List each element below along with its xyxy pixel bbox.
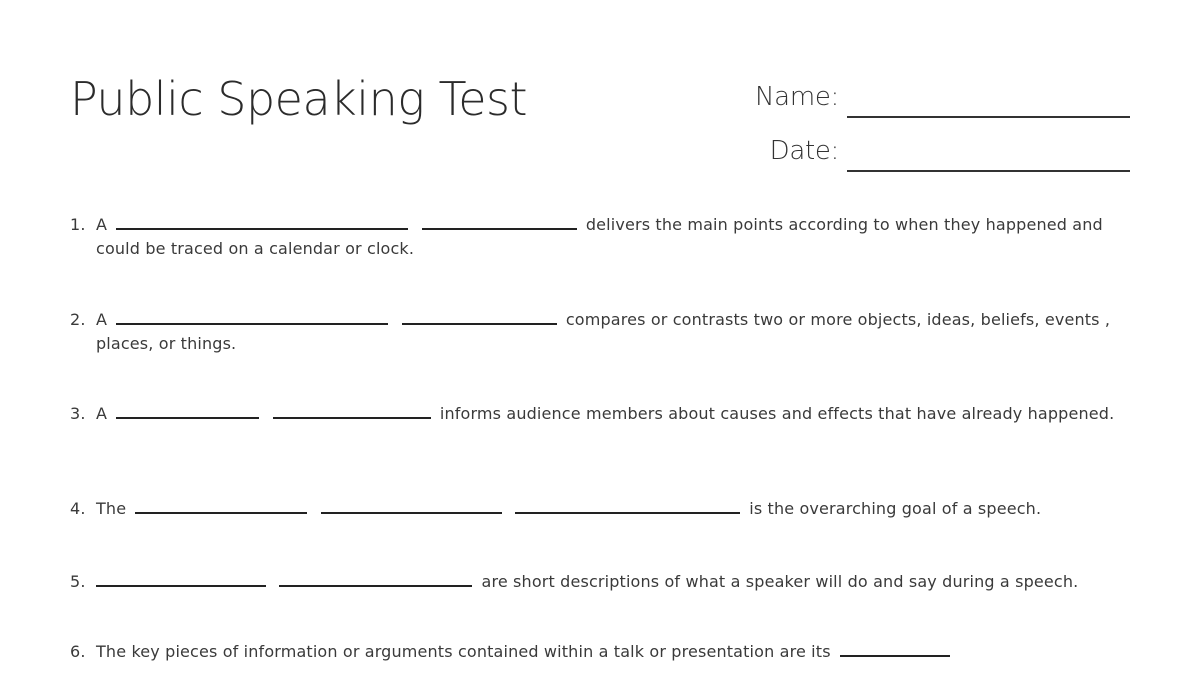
question-number: 3. (70, 404, 86, 423)
question-6 (70, 640, 1135, 664)
question-5 (70, 570, 1135, 594)
question-number: 6. (70, 642, 86, 661)
question-text-after: delivers the main points according to when they happened and could be traced on a calendar or clock. (96, 215, 1103, 258)
question-1 (70, 213, 1135, 261)
question-text-before: A (96, 215, 108, 234)
question-text-after: is the overarching goal of a speech. (749, 499, 1042, 518)
answer-blank[interactable] (273, 403, 431, 419)
name-field (740, 78, 1140, 118)
answer-blank[interactable] (116, 214, 408, 230)
question-4 (70, 497, 1135, 521)
answer-blank[interactable] (515, 498, 740, 514)
name-label: Name: (755, 82, 839, 112)
answer-blank[interactable] (422, 214, 577, 230)
date-field (740, 132, 1140, 172)
answer-blank[interactable] (116, 403, 259, 419)
question-number: 1. (70, 215, 86, 234)
answer-blank[interactable] (321, 498, 502, 514)
answer-blank[interactable] (135, 498, 307, 514)
answer-blank[interactable] (402, 309, 557, 325)
answer-blank[interactable] (840, 641, 950, 657)
date-label: Date: (769, 136, 839, 166)
question-text-before: The (96, 499, 127, 518)
question-number: 2. (70, 310, 86, 329)
question-text-before: The key pieces of information or arguments contained within a talk or presentation are its (96, 642, 831, 661)
answer-blank[interactable] (116, 309, 388, 325)
page-title: Public Speaking Test (70, 72, 528, 126)
question-text-before: A (96, 310, 108, 329)
question-text-after: compares or contrasts two or more objects, ideas, beliefs, events , places, or things. (96, 310, 1111, 353)
question-text-after: informs audience members about causes and effects that have already happened. (439, 404, 1115, 423)
question-3 (70, 402, 1135, 426)
answer-blank[interactable] (96, 571, 266, 587)
question-number: 4. (70, 499, 86, 518)
question-text-after: are short descriptions of what a speaker will do and say during a speech. (481, 572, 1079, 591)
date-answer-line[interactable] (847, 170, 1130, 172)
question-text-before: A (96, 404, 108, 423)
question-2 (70, 308, 1135, 356)
question-number: 5. (70, 572, 86, 591)
name-answer-line[interactable] (847, 116, 1130, 118)
answer-blank[interactable] (279, 571, 472, 587)
